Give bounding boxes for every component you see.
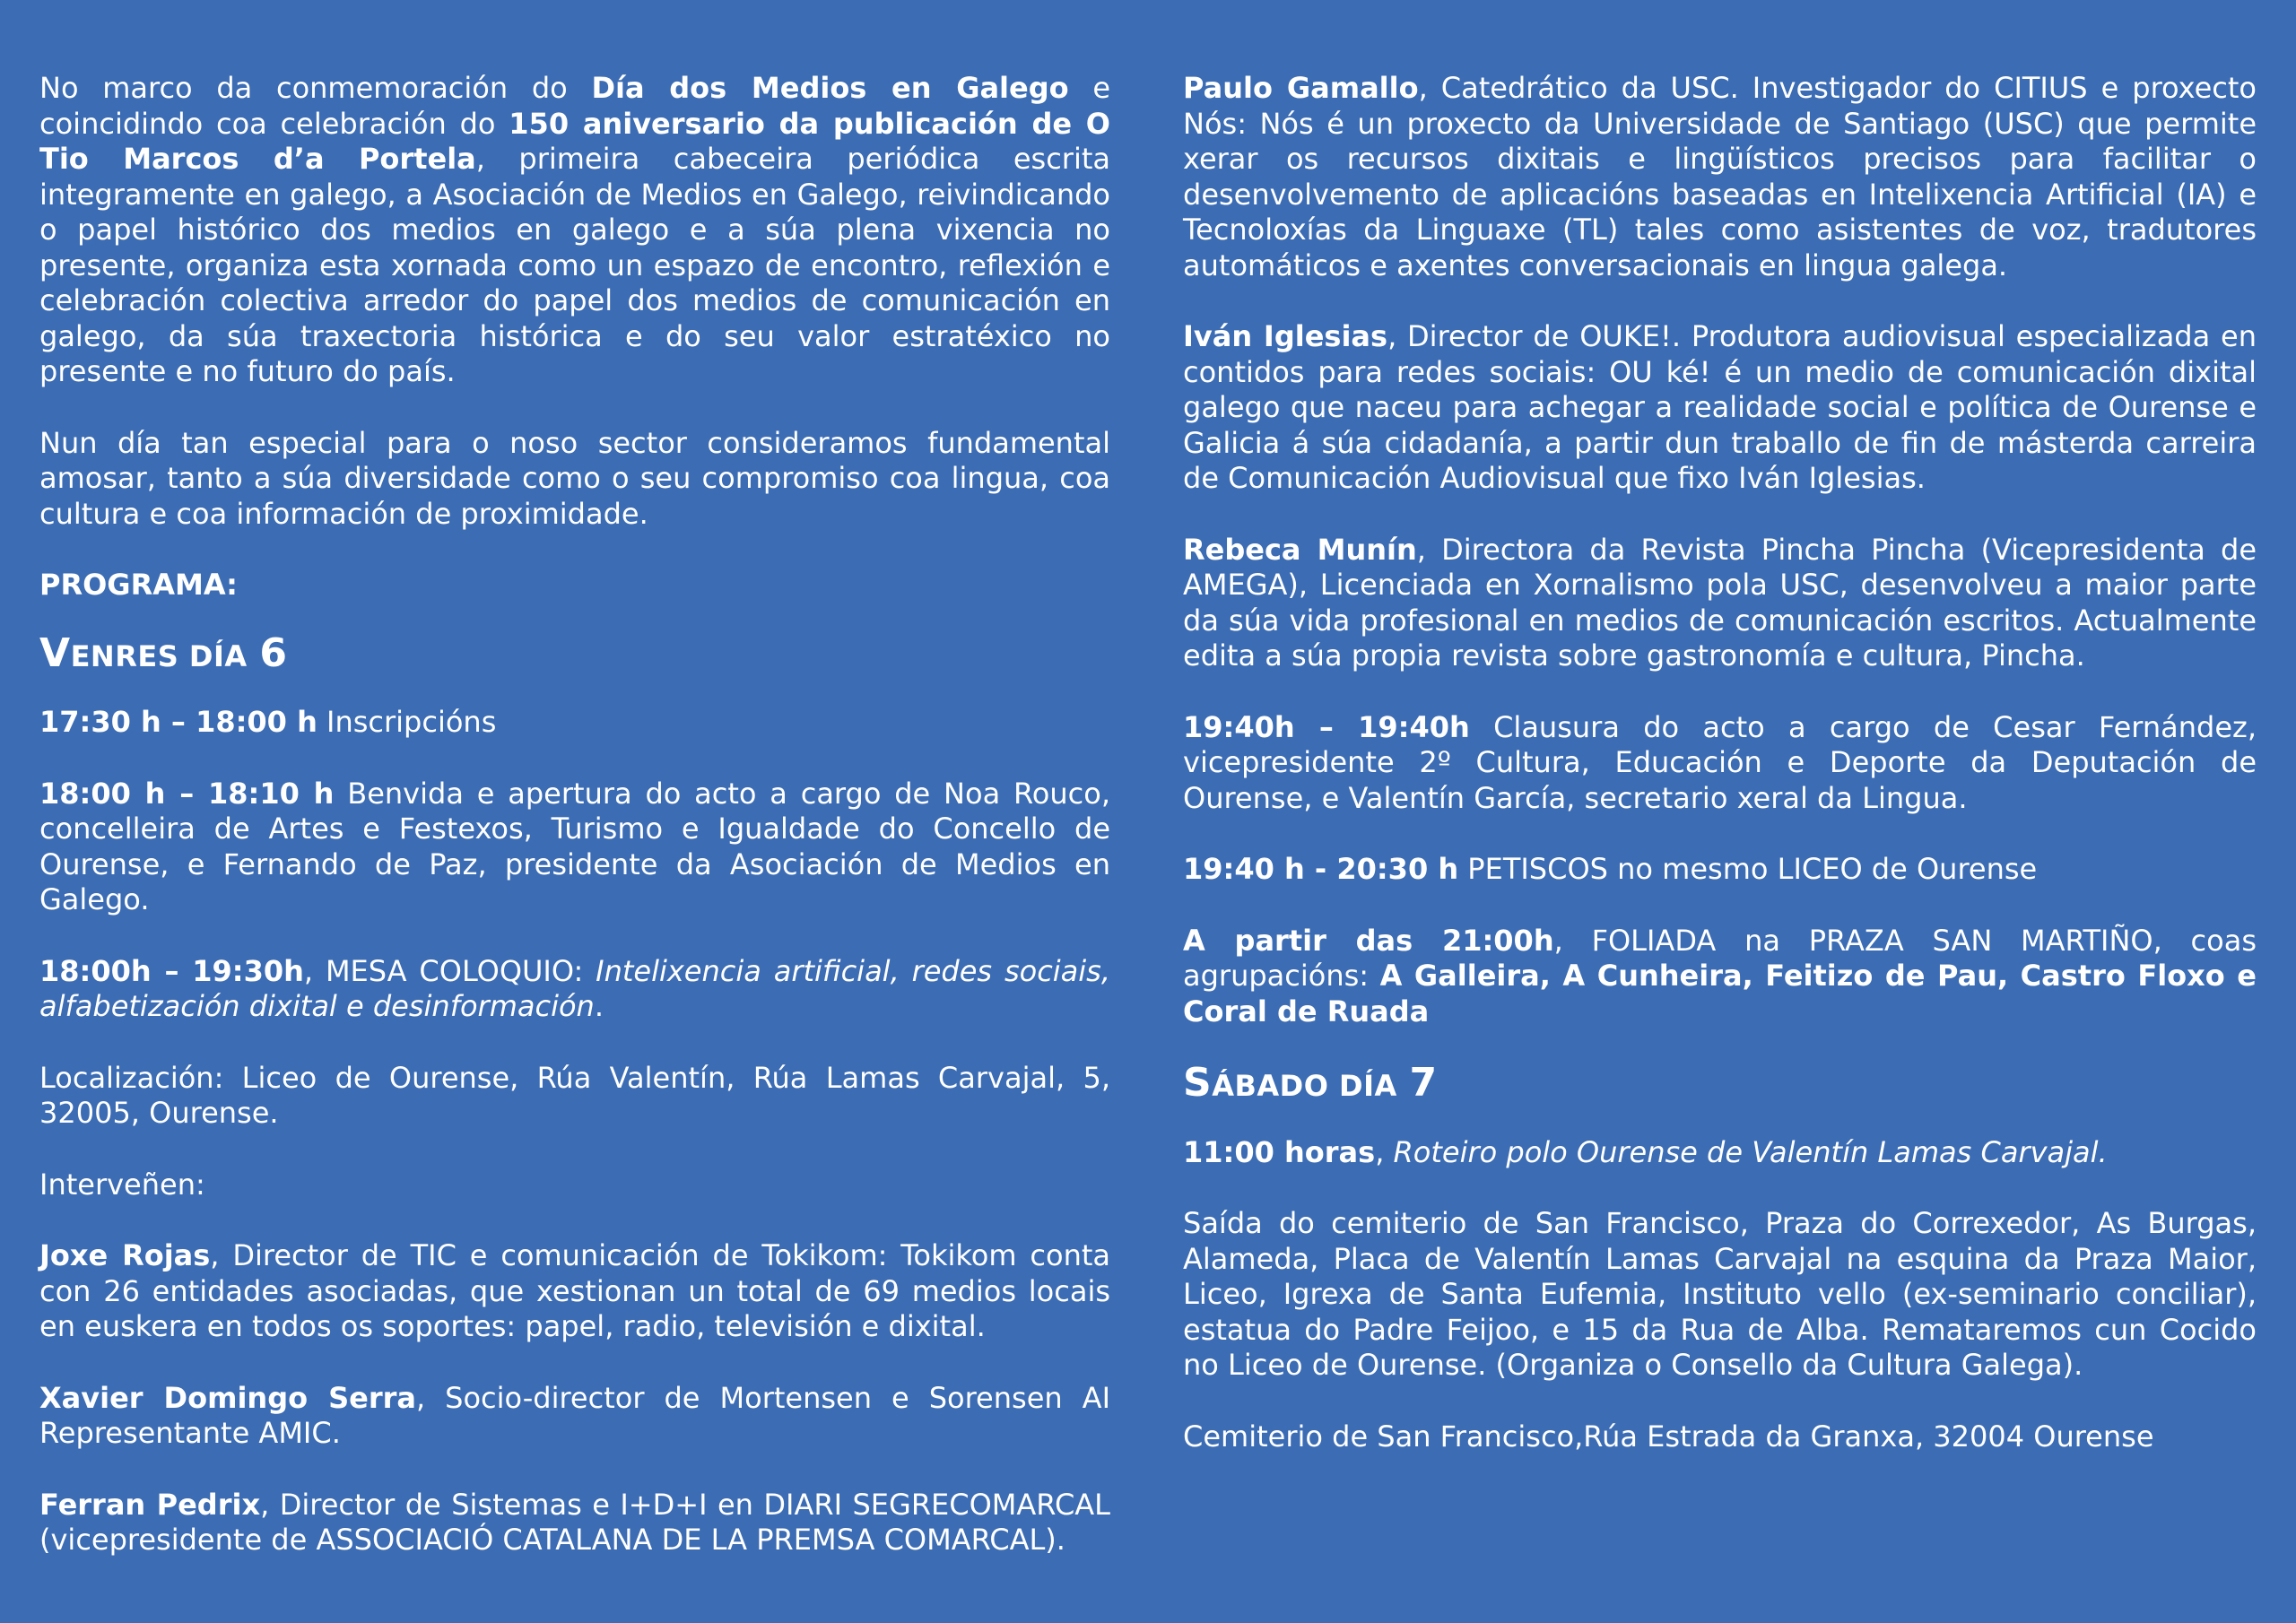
route-address: Cemiterio de San Francisco,Rúa Estrada da Granxa, 32004 Ourense	[1183, 1419, 2154, 1454]
schedule-time: 17:30 h – 18:00 h	[39, 705, 317, 739]
schedule-time: 18:00h – 19:30h	[39, 953, 304, 988]
speaker-entry	[1183, 533, 2257, 674]
speaker-entry	[39, 1238, 1110, 1345]
speaker-bio: , Director de TIC e comunicación de Tokikom: Tokikom conta con 26 entidades asociadas, que xestionan un total de 69 medios locais en euskera en todos os soportes: papel, radio, televisión e dixital.	[39, 1238, 1110, 1343]
day-heading-venres	[39, 629, 1110, 676]
punctuation: .	[594, 989, 604, 1023]
route-title: Roteiro polo Ourense de Valentín Lamas Carvajal.	[1393, 1134, 2108, 1169]
schedule-text: ,	[1375, 1134, 1394, 1169]
speaker-bio: , Director de OUKE!. Produtora audiovisual especializada en contidos para redes sociais: OU ké! é un medio de comunicación dixital galego que naceu para achegar a realidade social e política de Ourense e Galicia á súa cidadanía, a partir dun traballo de fin de másterda carreira de Comunicación Audiovisual que fixo Iván Iglesias.	[1183, 319, 2257, 495]
speaker-entry	[39, 1381, 1110, 1452]
day-label: ÁBADO DÍA	[1212, 1069, 1397, 1103]
schedule-text: Benvida e apertura do acto a cargo de Noa Rouco, concelleira de Artes e Festexos, Turismo e Igualdade do Concello de Ourense, e Fernando de Paz, presidente da Asociación de Medios en Galego.	[39, 776, 1110, 916]
day-number: 6	[259, 629, 288, 676]
schedule-time: 18:00 h – 18:10 h	[39, 776, 335, 811]
speaker-bio: , Catedrático da USC. Investigador do CITIUS e proxecto Nós: Nós é un proxecto da Universidade de Santiago (USC) que permite xerar os recursos dixitais e lingüísticos precisos para facilitar o desenvolvemento de aplicacións baseadas en Intelixencia Artificial (IA) e Tecnoloxías da Linguaxe (TL) tales como asistentes de voz, tradutores automáticos e axentes conversacionais en lingua galega.	[1183, 71, 2257, 282]
speaker-name: Ferran Pedrix	[39, 1487, 261, 1522]
speaker-name: Xavier Domingo Serra	[39, 1380, 416, 1415]
day-number: 7	[1409, 1060, 1438, 1106]
speaker-name: Rebeca Munín	[1183, 532, 1417, 567]
panel-topic: Intelixencia artificial, redes sociais, alfabetización dixital e desinformación	[39, 953, 1111, 1023]
schedule-item	[39, 777, 1110, 918]
day-initial: V	[39, 629, 71, 676]
schedule-text: Inscripcións	[317, 705, 497, 739]
anniversary-highlight: 150 aniversario da publicación de O Tio Marcos d’a Portela	[39, 106, 1110, 176]
schedule-item	[1183, 710, 2257, 817]
schedule-text: PETISCOS no mesmo LICEO de Ourense	[1458, 852, 2038, 886]
day-heading-sabado	[1183, 1060, 2257, 1106]
event-name: Día dos Medios en Galego	[591, 71, 1069, 105]
route-description: Saída do cemiterio de San Francisco, Praza do Correxedor, As Burgas, Alameda, Placa de Valentín Lamas Carvajal na esquina da Praza Maior, Liceo, Igrexa de Santa Eufemia, Instituto vello (ex-seminario conciliar), estatua do Padre Feijoo, e 15 da Rua de Alba. Remataremos cun Cocido no Liceo de Ourense. (Organiza o Consello da Cultura Galega).	[1183, 1206, 2257, 1382]
left-column	[39, 71, 1110, 1594]
speaker-bio: , Socio-director de Mortensen e Sorensen AI Representante AMIC.	[39, 1380, 1111, 1450]
schedule-item	[39, 954, 1110, 1025]
schedule-item	[1183, 852, 2257, 888]
right-column	[1183, 71, 2257, 1490]
schedule-text: , FOLIADA na PRAZA SAN MARTIÑO, coas agrupacións:	[1183, 923, 2257, 993]
schedule-text: Clausura do acto a cargo de Cesar Fernández, vicepresidente 2º Cultura, Educación e Deporte da Deputación de Ourense, e Valentín García, secretario xeral da Lingua.	[1183, 709, 2257, 815]
speaker-bio: , Director de Sistemas e I+D+I en DIARI SEGRECOMARCAL (vicepresidente de ASSOCIACIÓ CATALANA DE LA PREMSA COMARCAL).	[39, 1487, 1111, 1557]
speaker-bio: , Directora da Revista Pincha Pincha (Vicepresidenta de AMEGA), Licenciada en Xornalismo pola USC, desenvolveu a maior parte da súa vida profesional en medios de comunicación escritos. Actualmente edita a súa propia revista sobre gastronomía e cultura, Pincha.	[1183, 532, 2257, 673]
day-initial: S	[1183, 1060, 1213, 1106]
groups-list: A Galleira, A Cunheira, Feitizo de Pau, Castro Floxo e Coral de Ruada	[1183, 959, 2257, 1028]
schedule-time: 19:40h – 19:40h	[1183, 709, 1470, 744]
intro-text: e coincidindo coa celebración do	[39, 71, 1111, 141]
speaker-name: Paulo Gamallo	[1183, 71, 1419, 105]
schedule-time: 11:00 horas	[1183, 1134, 1376, 1169]
schedule-item	[39, 705, 1110, 741]
intro-paragraph	[39, 71, 1110, 390]
speaker-name: Iván Iglesias	[1183, 319, 1388, 353]
schedule-text: , MESA COLOQUIO:	[303, 953, 596, 988]
day-label: ENRES DÍA	[70, 638, 248, 673]
schedule-item	[1183, 924, 2257, 1030]
speaker-name: Joxe Rojas	[39, 1238, 211, 1272]
schedule-item	[1183, 1135, 2257, 1171]
intro-text: No marco da conmemoración do	[39, 71, 592, 105]
intro-text: , primeira cabeceira periódica escrita integramente en galego, a Asociación de Medios en Galego, reivindicando o papel histórico dos medios en galego e a súa plena vixencia no presente, organiza esta xornada como un espazo de encontro, reflexión e celebración colectiva arredor do papel dos medios de comunicación en galego, da súa traxectoria histórica e do seu valor estratéxico no presente e no futuro do país.	[39, 142, 1110, 388]
speakers-heading: Interveñen:	[39, 1167, 205, 1202]
intro-paragraph-2: Nun día tan especial para o noso sector consideramos fundamental amosar, tanto a súa diversidade como o seu compromiso coa lingua, coa cultura e coa información de proximidade.	[39, 425, 1110, 531]
programa-heading: PROGRAMA:	[39, 568, 238, 602]
speaker-entry	[1183, 319, 2257, 497]
schedule-time: 19:40 h - 20:30 h	[1183, 852, 1459, 886]
location-text: Localización: Liceo de Ourense, Rúa Valentín, Rúa Lamas Carvajal, 5, 32005, Ourense.	[39, 1060, 1110, 1130]
schedule-time: A partir das 21:00h	[1183, 923, 1554, 958]
speaker-entry	[39, 1488, 1110, 1558]
speaker-entry	[1183, 71, 2257, 283]
